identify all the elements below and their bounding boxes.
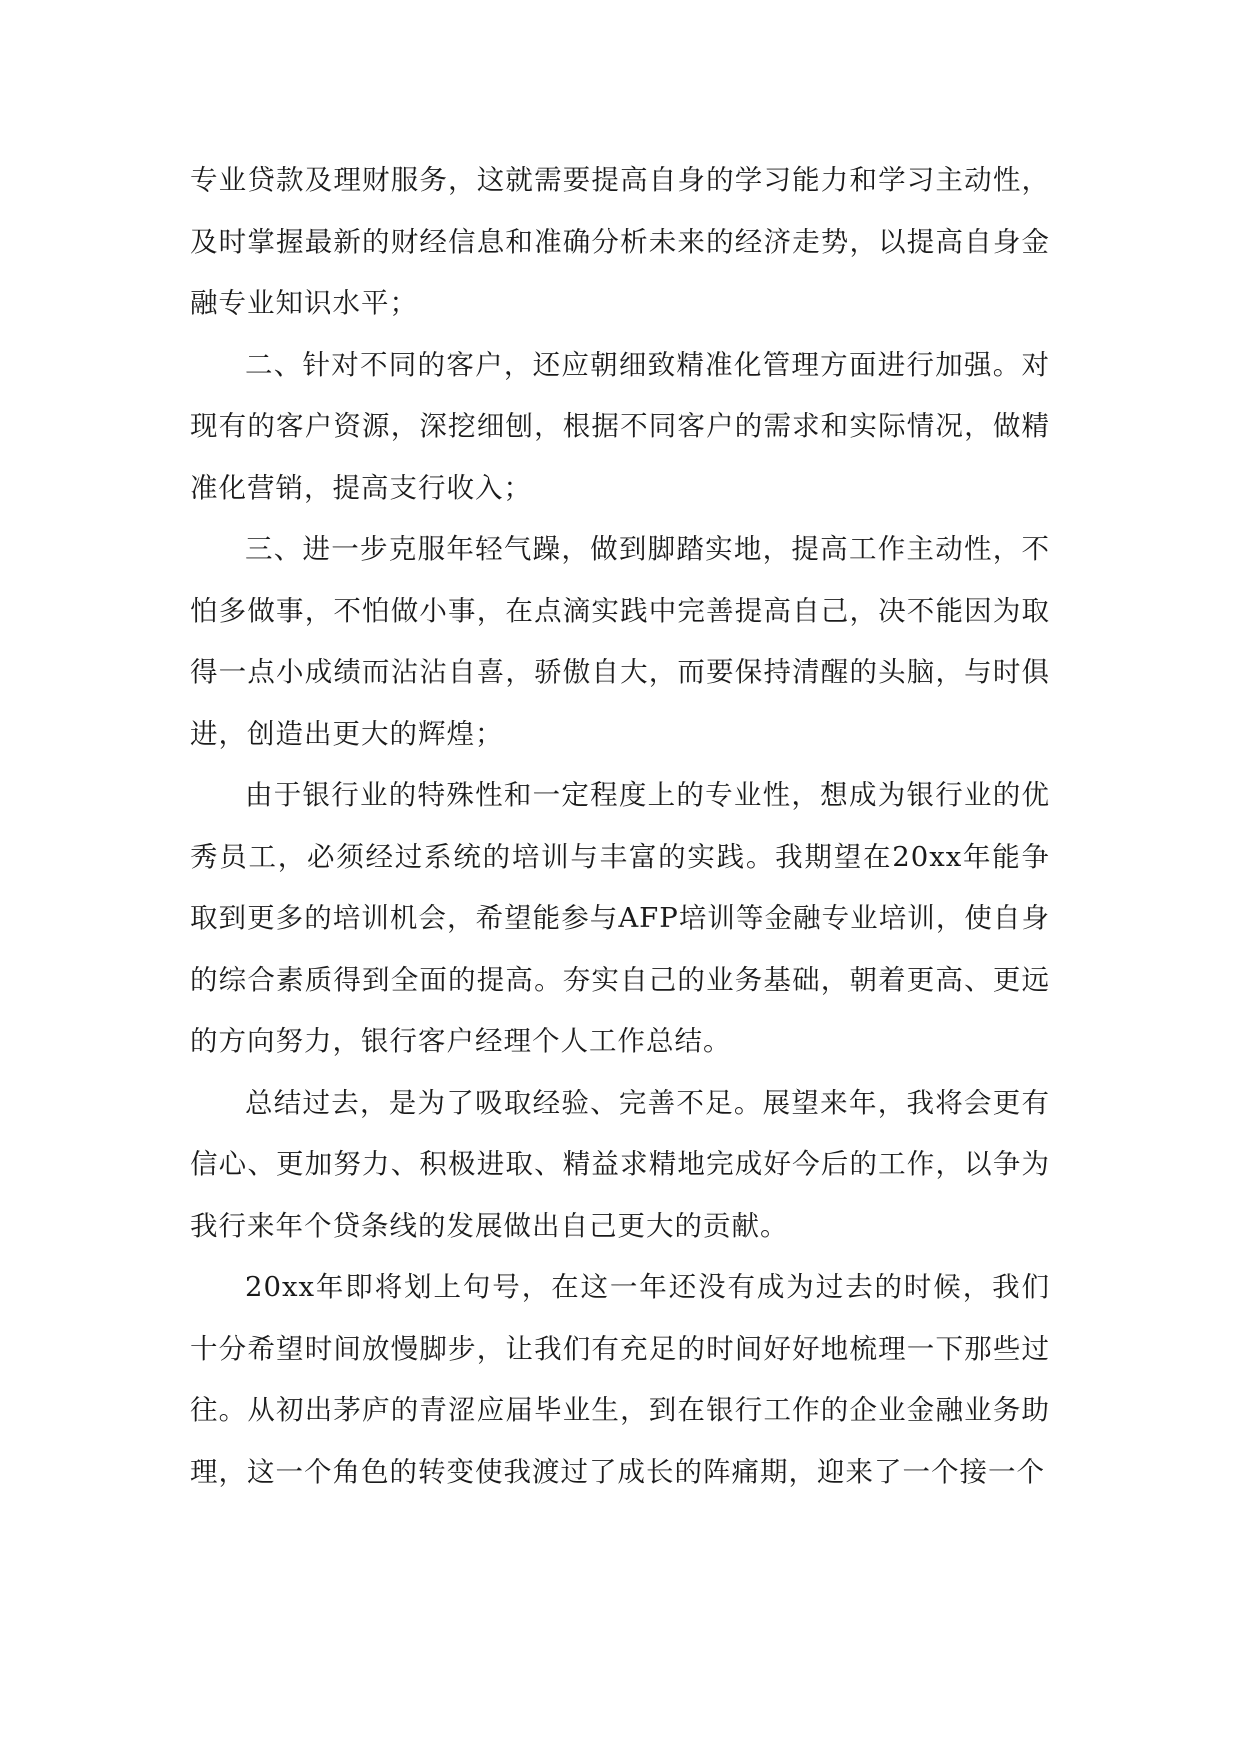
paragraph-1: 专业贷款及理财服务，这就需要提高自身的学习能力和学习主动性，及时掌握最新的财经信息和准确分析未来的经济走势，以提高自身金融专业知识水平； [190,164,1050,319]
paragraph-5: 总结过去，是为了吸取经验、完善不足。展望来年，我将会更有信心、更加努力、积极进取、精益求精地完成好今后的工作，以争为我行来年个贷条线的发展做出自己更大的贡献。 [190,1086,1050,1242]
paragraph-4: 由于银行业的特殊性和一定程度上的专业性，想成为银行业的优秀员工，必须经过系统的培训与丰富的实践。我期望在20xx年能争取到更多的培训机会，希望能参与AFP培训等金融专业培训，使自身的综合素质得到全面的提高。夯实自己的业务基础，朝着更高、更远的方向努力，银行客户经理个人工作总结。 [190,779,1050,1057]
document-body [190,150,1050,1503]
paragraph-6: 20xx年即将划上句号，在这一年还没有成为过去的时候，我们十分希望时间放慢脚步，让我们有充足的时间好好地梳理一下那些过往。从初出茅庐的青涩应届毕业生，到在银行工作的企业金融业务助理，这一个角色的转变使我渡过了成长的阵痛期，迎来了一个接一个 [190,1271,1050,1488]
paragraph-2: 二、针对不同的客户，还应朝细致精准化管理方面进行加强。对现有的客户资源，深挖细刨，根据不同客户的需求和实际情况，做精准化营销，提高支行收入； [190,348,1050,504]
paragraph-3: 三、进一步克服年轻气躁，做到脚踏实地，提高工作主动性，不怕多做事，不怕做小事，在点滴实践中完善提高自己，决不能因为取得一点小成绩而沾沾自喜，骄傲自大，而要保持清醒的头脑，与时俱进，创造出更大的辉煌； [190,533,1050,750]
